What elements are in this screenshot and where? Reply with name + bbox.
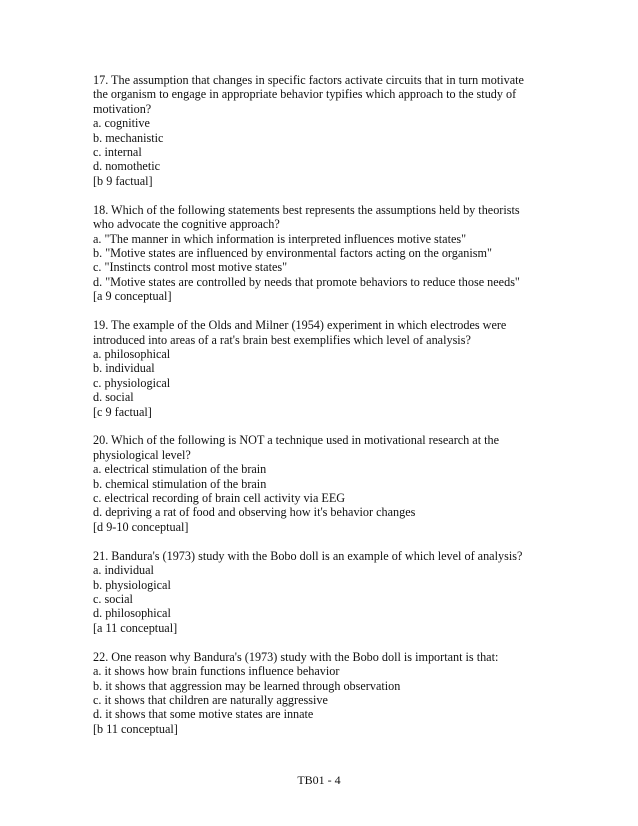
- question-19: [93, 318, 563, 419]
- answer-option-b: b. individual: [93, 361, 155, 376]
- answer-option-b: b. physiological: [93, 577, 171, 592]
- answer-option-c: c. physiological: [93, 375, 171, 390]
- question-stem-line: who advocate the cognitive approach?: [93, 217, 280, 232]
- answer-option-a: a. electrical stimulation of the brain: [93, 462, 267, 477]
- answer-key: [a 9 conceptual]: [93, 289, 172, 304]
- question-stem-line: motivation?: [93, 101, 152, 116]
- answer-option-a: a. "The manner in which information is interpreted influences motive states": [93, 231, 467, 246]
- question-17: [93, 73, 563, 188]
- question-stem-line: the organism to engage in appropriate behavior typifies which approach to the study of: [93, 87, 517, 102]
- answer-key: [a 11 conceptual]: [93, 620, 178, 635]
- answer-option-d: d. depriving a rat of food and observing how it's behavior changes: [93, 505, 416, 520]
- answer-option-d: d. it shows that some motive states are innate: [93, 707, 314, 722]
- question-stem-line: 22. One reason why Bandura's (1973) study with the Bobo doll is important is that:: [93, 649, 499, 664]
- answer-key: [b 9 factual]: [93, 173, 153, 188]
- answer-key: [c 9 factual]: [93, 404, 152, 419]
- answer-option-c: c. it shows that children are naturally aggressive: [93, 692, 328, 707]
- answer-option-c: c. "Instincts control most motive states": [93, 260, 288, 275]
- answer-option-b: b. mechanistic: [93, 130, 164, 145]
- answer-key: [b 11 conceptual]: [93, 721, 178, 736]
- page-footer: TB01 - 4: [297, 773, 341, 787]
- answer-option-d: d. "Motive states are controlled by needs that promote behaviors to reduce those needs": [93, 274, 520, 289]
- question-stem-line: physiological level?: [93, 447, 191, 462]
- question-21: [93, 549, 563, 635]
- question-stem-line: 17. The assumption that changes in specific factors activate circuits that in turn motivate: [93, 73, 524, 87]
- answer-option-a: a. philosophical: [93, 346, 171, 361]
- answer-option-a: a. individual: [93, 563, 154, 578]
- answer-option-b: b. "Motive states are influenced by environmental factors acting on the organism": [93, 245, 492, 260]
- question-stem-line: 20. Which of the following is NOT a technique used in motivational research at the: [93, 433, 500, 448]
- answer-option-d: d. social: [93, 390, 134, 405]
- question-22: [93, 650, 563, 736]
- question-20: [93, 433, 563, 534]
- answer-option-c: c. social: [93, 592, 133, 606]
- answer-option-d: d. philosophical: [93, 606, 171, 621]
- question-stem-line: 19. The example of the Olds and Milner (1954) experiment in which electrodes were: [93, 318, 507, 333]
- question-stem-line: 18. Which of the following statements best represents the assumptions held by theorists: [93, 202, 520, 217]
- document-page: [93, 73, 563, 751]
- answer-key: [d 9-10 conceptual]: [93, 519, 189, 534]
- question-stem-line: introduced into areas of a rat's brain best exemplifies which level of analysis?: [93, 332, 471, 347]
- question-18: [93, 203, 563, 304]
- answer-option-a: a. cognitive: [93, 116, 150, 131]
- answer-option-b: b. chemical stimulation of the brain: [93, 476, 267, 491]
- answer-option-b: b. it shows that aggression may be learned through observation: [93, 678, 401, 693]
- question-stem-line: 21. Bandura's (1973) study with the Bobo doll is an example of which level of analysis?: [93, 548, 523, 563]
- answer-option-c: c. internal: [93, 145, 142, 160]
- answer-option-d: d. nomothetic: [93, 159, 161, 174]
- answer-option-c: c. electrical recording of brain cell activity via EEG: [93, 491, 346, 506]
- answer-option-a: a. it shows how brain functions influence behavior: [93, 664, 340, 679]
